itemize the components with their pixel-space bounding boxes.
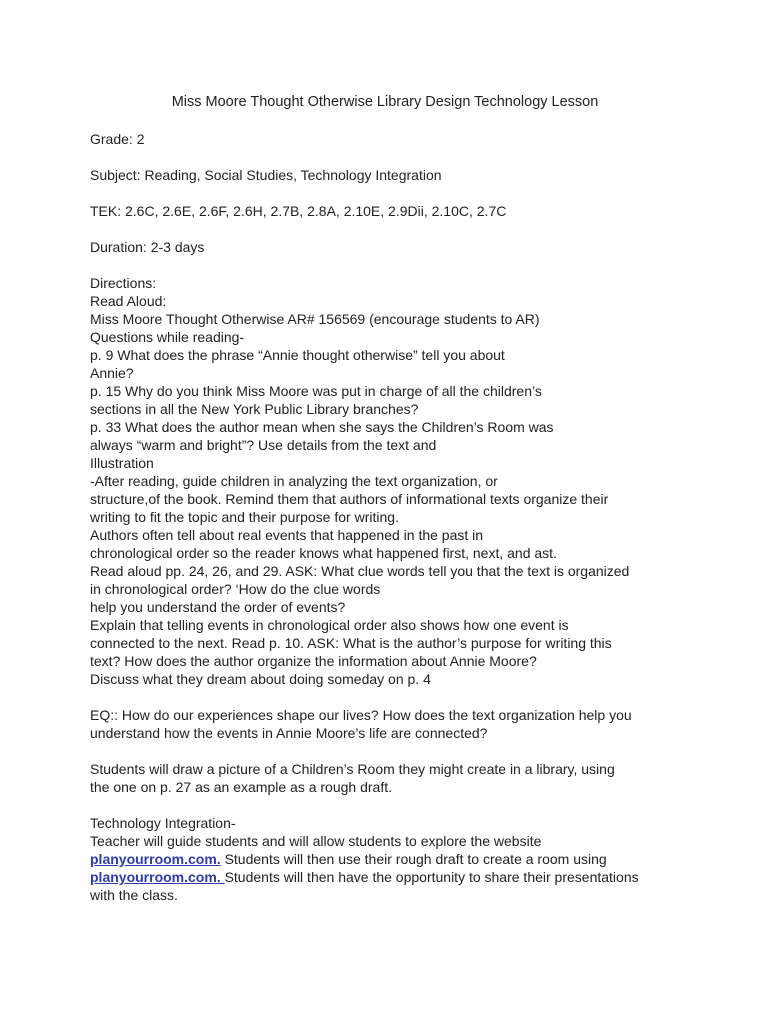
directions-line: in chronological order? ‘How do the clue words: [90, 581, 381, 597]
essential-question-section: [90, 706, 690, 742]
directions-line: Illustration: [90, 455, 154, 471]
duration-line: Duration: 2-3 days: [90, 239, 205, 255]
directions-line: writing to fit the topic and their purpose for writing.: [90, 509, 399, 525]
tek-line: TEK: 2.6C, 2.6E, 2.6F, 2.6H, 2.7B, 2.8A, 2.10E, 2.9Dii, 2.10C, 2.7C: [90, 203, 507, 219]
draw-line: Students will draw a picture of a Children’s Room they might create in a library, using: [90, 761, 615, 777]
tech-line: with the class.: [90, 887, 178, 903]
directions-section: [90, 274, 690, 688]
tech-heading: Technology Integration-: [90, 815, 236, 831]
directions-line: p. 15 Why do you think Miss Moore was put in charge of all the children’s: [90, 383, 542, 399]
directions-line: chronological order so the reader knows what happened first, next, and ast.: [90, 545, 557, 561]
directions-line: Annie?: [90, 365, 134, 381]
directions-line: Discuss what they dream about doing someday on p. 4: [90, 671, 431, 687]
eq-line: understand how the events in Annie Moore’s life are connected?: [90, 725, 488, 741]
tech-line-text: Students will then use their rough draft to create a room using: [220, 851, 607, 867]
directions-line: p. 9 What does the phrase “Annie thought otherwise” tell you about: [90, 347, 505, 363]
subject-line: Subject: Reading, Social Studies, Technology Integration: [90, 167, 442, 183]
directions-line: text? How does the author organize the information about Annie Moore?: [90, 653, 537, 669]
directions-line: Explain that telling events in chronological order also shows how one event is: [90, 617, 569, 633]
directions-line: always “warm and bright”? Use details from the text and: [90, 437, 437, 453]
directions-line: Questions while reading-: [90, 329, 245, 345]
tech-line-text: Students will then have the opportunity to share their presentations: [224, 869, 639, 885]
directions-line: Read aloud pp. 24, 26, and 29. ASK: What clue words tell you that the text is organized: [90, 563, 630, 579]
drawing-activity-section: [90, 760, 690, 796]
directions-line: sections in all the New York Public Library branches?: [90, 401, 419, 417]
document-body: [90, 92, 690, 922]
tech-line: [90, 868, 690, 886]
tech-line: [90, 850, 690, 868]
directions-line: Read Aloud:: [90, 293, 167, 309]
directions-line: help you understand the order of events?: [90, 599, 346, 615]
directions-line: Directions:: [90, 275, 157, 291]
directions-line: p. 33 What does the author mean when she says the Children’s Room was: [90, 419, 554, 435]
directions-line: connected to the next. Read p. 10. ASK: What is the author’s purpose for writing this: [90, 635, 612, 651]
draw-line: the one on p. 27 as an example as a rough draft.: [90, 779, 392, 795]
directions-line: Authors often tell about real events that happened in the past in: [90, 527, 484, 543]
tech-line: Teacher will guide students and will allow students to explore the website: [90, 833, 542, 849]
directions-line: -After reading, guide children in analyzing the text organization, or: [90, 473, 498, 489]
directions-line: structure,of the book. Remind them that authors of informational texts organize their: [90, 491, 609, 507]
planyourroom-link[interactable]: planyourroom.com.: [90, 851, 221, 867]
directions-line: Miss Moore Thought Otherwise AR# 156569 (encourage students to AR): [90, 311, 540, 327]
grade-line: Grade: 2: [90, 131, 145, 147]
document-title: Miss Moore Thought Otherwise Library Design Technology Lesson: [171, 94, 599, 110]
technology-integration-section: [90, 814, 690, 904]
eq-line: EQ:: How do our experiences shape our lives? How does the text organization help you: [90, 707, 632, 723]
planyourroom-link[interactable]: planyourroom.com.: [90, 869, 225, 885]
